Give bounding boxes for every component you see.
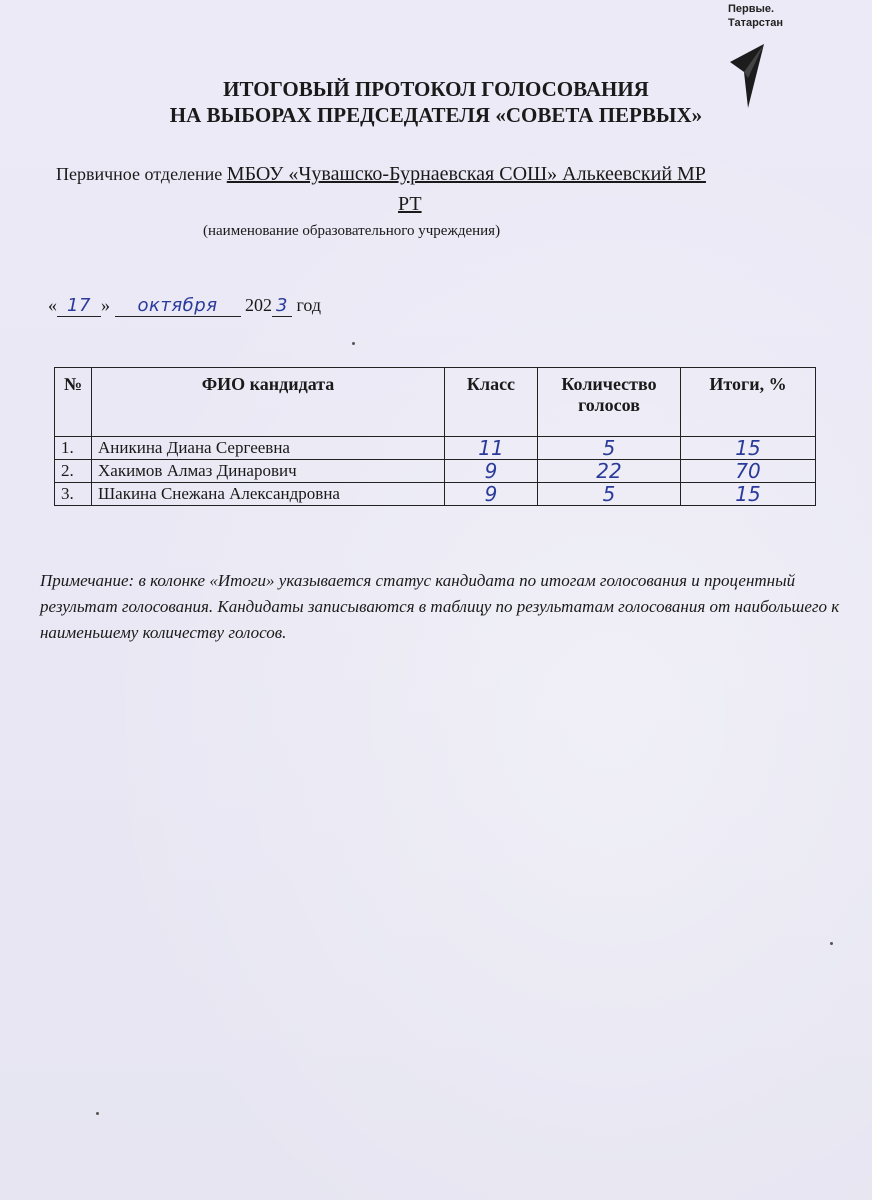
- table-header-row: [55, 368, 816, 437]
- row-name: Шакина Снежана Александровна: [92, 483, 445, 506]
- title-line-2: НА ВЫБОРАХ ПРЕДСЕДАТЕЛЯ «СОВЕТА ПЕРВЫХ»: [169, 103, 703, 127]
- table-row: [55, 460, 816, 483]
- table-row: [55, 437, 816, 460]
- branch-line: [56, 163, 706, 186]
- logo-line-2: Татарстан: [728, 17, 784, 29]
- header-result: Итоги, %: [681, 368, 816, 437]
- row-class: 9: [445, 483, 538, 506]
- date-month: октября: [137, 295, 218, 316]
- paper-speck: [830, 942, 833, 945]
- document-title: [0, 76, 872, 128]
- date-day: 17: [67, 295, 91, 316]
- protocol-date: [48, 295, 321, 317]
- title-line-1: ИТОГОВЫЙ ПРОТОКОЛ ГОЛОСОВАНИЯ: [223, 77, 649, 101]
- logo-line-1: Первые.: [728, 3, 775, 15]
- row-class: 9: [445, 460, 538, 483]
- row-name: Аникина Диана Сергеевна: [92, 437, 445, 460]
- date-open-quote: «: [48, 295, 57, 315]
- row-result: 15: [681, 483, 816, 506]
- branch-hint: (наименование образовательного учреждения): [203, 223, 501, 239]
- date-month-blank: [115, 295, 241, 317]
- row-name: Хакимов Алмаз Динарович: [92, 460, 445, 483]
- date-year-digit: 3: [276, 295, 288, 316]
- paper-speck: [352, 342, 355, 345]
- row-votes: 5: [538, 483, 681, 506]
- date-year-prefix: 202: [245, 295, 272, 315]
- row-num: 1.: [55, 437, 92, 460]
- table-row: [55, 483, 816, 506]
- branch-value-continued: РТ: [398, 193, 422, 215]
- date-suffix: год: [296, 295, 322, 315]
- header-name: ФИО кандидата: [92, 368, 445, 437]
- date-day-blank: [57, 295, 101, 317]
- row-result: 15: [681, 437, 816, 460]
- row-num: 2.: [55, 460, 92, 483]
- results-table: [54, 367, 816, 506]
- row-votes: 5: [538, 437, 681, 460]
- footnote: Примечание: в колонке «Итоги» указывается статус кандидата по итогам голосования и процентный результат голосования. Кандидаты записываются в таблицу по результатам голосования от наибольшего к наименьшему количеству голосов.: [40, 571, 840, 642]
- date-year-blank: [272, 295, 292, 317]
- header-class: Класс: [445, 368, 538, 437]
- header-num: №: [55, 368, 92, 437]
- date-close-quote: »: [101, 295, 110, 315]
- row-result: 70: [681, 460, 816, 483]
- branch-label: Первичное отделение: [56, 164, 223, 184]
- logo-text: [728, 2, 783, 30]
- row-votes: 22: [538, 460, 681, 483]
- paper-speck: [96, 1112, 99, 1115]
- row-class: 11: [445, 437, 538, 460]
- branch-value: МБОУ «Чувашско-Бурнаевская СОШ» Алькеевский МР: [226, 163, 706, 185]
- row-num: 3.: [55, 483, 92, 506]
- header-votes: Количество голосов: [538, 368, 681, 437]
